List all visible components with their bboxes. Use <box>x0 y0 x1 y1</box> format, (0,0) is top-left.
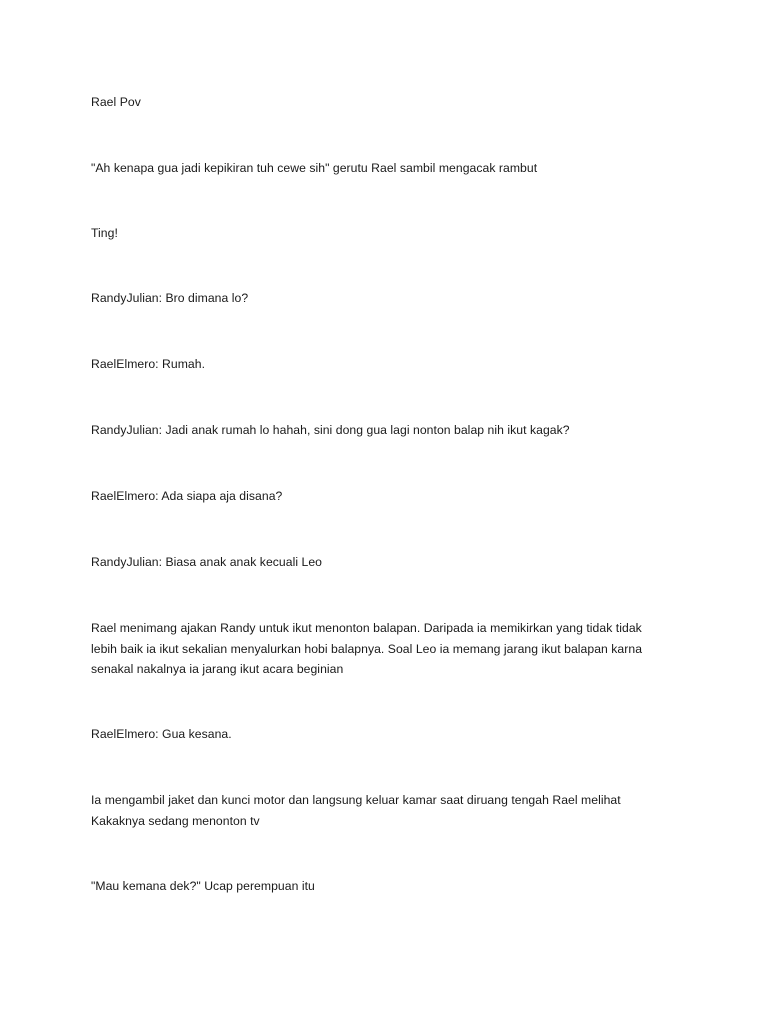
paragraph: "Ah kenapa gua jadi kepikiran tuh cewe sih" gerutu Rael sambil mengacak rambut <box>91 161 538 175</box>
paragraph: Rael menimang ajakan Randy untuk ikut menonton balapan. Daripada ia memikirkan yang tidak tidak lebih baik ia ikut sekalian menyalurkan hobi balapnya. Soal Leo ia memang jarang ikut balapan karna senakal nakalnya ia jarang ikut acara beginian <box>91 621 643 676</box>
chat-message: RandyJulian: Jadi anak rumah lo hahah, sini dong gua lagi nonton balap nih ikut kagak? <box>91 423 570 437</box>
chat-message: RandyJulian: Bro dimana lo? <box>91 291 249 305</box>
paragraph: Ia mengambil jaket dan kunci motor dan langsung keluar kamar saat diruang tengah Rael melihat Kakaknya sedang menonton tv <box>91 793 621 828</box>
chat-message: RaelElmero: Rumah. <box>91 357 206 371</box>
chat-message: RandyJulian: Biasa anak anak kecuali Leo <box>91 555 323 569</box>
chat-message: RaelElmero: Ada siapa aja disana? <box>91 489 283 503</box>
heading-rael-pov: Rael Pov <box>91 95 141 109</box>
chat-message: RaelElmero: Gua kesana. <box>91 727 232 741</box>
paragraph: Ting! <box>91 226 118 240</box>
paragraph: "Mau kemana dek?" Ucap perempuan itu <box>91 879 315 893</box>
